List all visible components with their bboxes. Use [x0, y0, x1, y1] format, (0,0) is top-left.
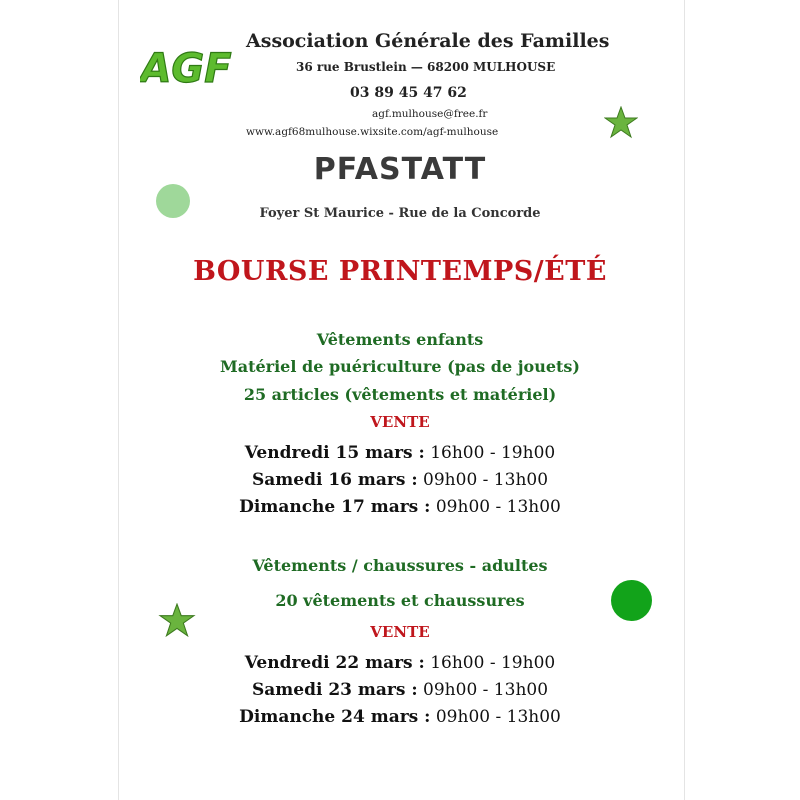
schedule-day: Samedi 23 mars : — [251, 680, 418, 700]
org-email: agf.mulhouse@free.fr — [372, 108, 488, 120]
schedule-row — [0, 443, 800, 463]
schedule-row — [0, 680, 800, 700]
section2-line: 20 vêtements et chaussures — [275, 591, 525, 610]
star-icon — [604, 106, 638, 140]
section1-line: Vêtements enfants — [316, 330, 484, 349]
schedule-day: Dimanche 24 mars : — [239, 707, 431, 727]
agf-logo — [140, 42, 232, 92]
schedule-hours: 16h00 - 19h00 — [430, 443, 556, 463]
schedule-row — [0, 653, 800, 673]
schedule-hours: 09h00 - 13h00 — [435, 497, 561, 517]
org-website: www.agf68mulhouse.wixsite.com/agf-mulhouse — [246, 126, 499, 138]
svg-text:AGF: AGF — [140, 46, 232, 92]
section1-vente-label: VENTE — [370, 413, 430, 431]
org-name: Association Générale des Familles — [246, 30, 610, 52]
schedule-day: Dimanche 17 mars : — [239, 497, 431, 517]
schedule-row — [0, 470, 800, 490]
schedule-day: Vendredi 22 mars : — [244, 653, 425, 673]
schedule-day: Vendredi 15 mars : — [244, 443, 425, 463]
schedule-hours: 09h00 - 13h00 — [423, 470, 549, 490]
org-address: 36 rue Brustlein — 68200 MULHOUSE — [296, 60, 556, 74]
headline: BOURSE PRINTEMPS/ÉTÉ — [193, 256, 607, 287]
venue: Foyer St Maurice - Rue de la Concorde — [259, 206, 541, 221]
section2-line: Vêtements / chaussures - adultes — [252, 556, 548, 575]
section2-vente-label: VENTE — [370, 623, 430, 641]
schedule-hours: 09h00 - 13h00 — [435, 707, 561, 727]
schedule-row — [0, 497, 800, 517]
schedule-hours: 16h00 - 19h00 — [430, 653, 556, 673]
schedule-row — [0, 707, 800, 727]
city-title: PFASTATT — [313, 152, 487, 187]
section1-line: 25 articles (vêtements et matériel) — [243, 385, 557, 404]
schedule-day: Samedi 16 mars : — [251, 470, 418, 490]
org-phone: 03 89 45 47 62 — [350, 85, 467, 101]
schedule-hours: 09h00 - 13h00 — [423, 680, 549, 700]
section1-line: Matériel de puériculture (pas de jouets) — [220, 357, 580, 376]
